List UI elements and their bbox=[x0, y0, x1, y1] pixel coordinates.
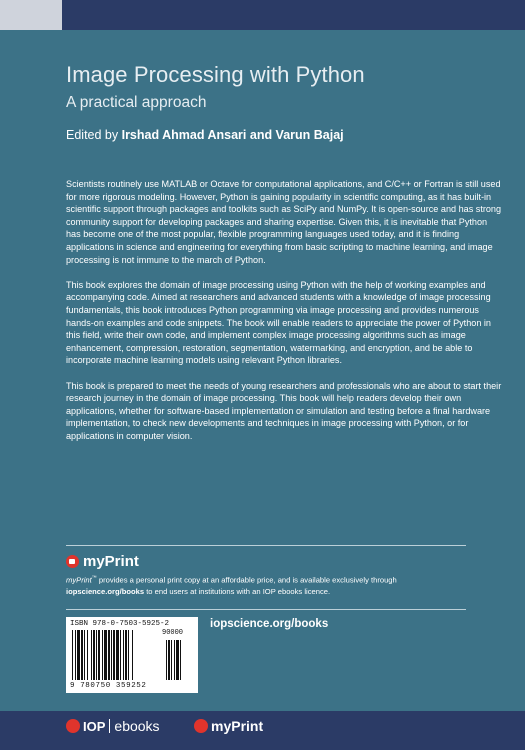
addon-bar bbox=[174, 640, 175, 680]
editors-prefix: Edited by bbox=[66, 128, 122, 142]
barcode-bar bbox=[84, 630, 85, 680]
barcode-bar bbox=[93, 630, 95, 680]
barcode-bar bbox=[102, 630, 103, 680]
barcode-bar bbox=[72, 630, 73, 680]
editors-names: Irshad Ahmad Ansari and Varun Bajaj bbox=[121, 128, 344, 142]
barcode-bar bbox=[91, 630, 92, 680]
myprint-note-text1: provides a personal print copy at an affordable price, and is available exclusively through bbox=[96, 575, 397, 585]
myprint-logo-icon bbox=[66, 555, 79, 568]
barcode-bar bbox=[75, 630, 76, 680]
myprint-logo bbox=[66, 552, 139, 570]
barcode-bar bbox=[132, 630, 133, 680]
barcode-bar bbox=[77, 630, 80, 680]
blurb-paragraph-3: This book is prepared to meet the needs of young researchers and professionals who are about to start their research journey in the domain of image processing. This book will help readers develop their own applications, whether for software-based implementation or simulation and testing before a final hardware implementation, to check new developments and techniques in image processing with Python, or for applications in computer vision. bbox=[66, 380, 502, 441]
barcode-addon: 90000 bbox=[162, 629, 184, 637]
top-band bbox=[0, 0, 525, 30]
iop-logo-icon bbox=[66, 719, 80, 733]
barcode-bar bbox=[87, 630, 88, 680]
barcode-bar bbox=[116, 630, 119, 680]
top-band-notch bbox=[0, 0, 62, 30]
blurb-paragraph-2: This book explores the domain of image processing using Python with the help of working examples and accompanying code. Aimed at researchers and advanced students with a knowledge of image processing fundamentals, this book introduces Python programming via image processing and provides numerous hands-on examples and code snippets. The book will enable readers to appreciate the power of Python in this field, write their own code, and implement complex image processing algorithms such as image enhancement, compression, restoration, segmentation, watermarking, and encryption, and be able to incorporate machine learning models using relevant Python libraries. bbox=[66, 279, 491, 366]
myprint-note-brand: myPrint bbox=[66, 575, 92, 585]
isbn-text bbox=[70, 620, 169, 628]
addon-bar bbox=[171, 640, 172, 680]
myprint-note bbox=[66, 573, 466, 597]
book-title: Image Processing with Python bbox=[66, 62, 365, 87]
myprint-logo-text: myPrint bbox=[83, 552, 139, 570]
myprint-note-link[interactable]: iopscience.org/books bbox=[66, 586, 145, 596]
logo-separator bbox=[109, 719, 110, 733]
myprint-note-text2: to end users at institutions with an IOP ebooks licence. bbox=[144, 586, 331, 596]
barcode-bar bbox=[104, 630, 107, 680]
footer-myprint-text: myPrint bbox=[211, 718, 264, 734]
barcode-bar bbox=[111, 630, 112, 680]
editors-line bbox=[66, 128, 344, 142]
barcode-bar bbox=[96, 630, 97, 680]
isbn-number: ISBN 978-0-7503-5925-2 bbox=[70, 620, 170, 628]
ebooks-logo-text: ebooks bbox=[114, 718, 160, 734]
myprint-note-tm: ™ bbox=[91, 575, 97, 581]
barcode-bar bbox=[81, 630, 83, 680]
barcode-bar bbox=[128, 630, 129, 680]
barcode-bar bbox=[125, 630, 127, 680]
barcode-number: 9 780750 359252 bbox=[70, 682, 147, 690]
addon-bar bbox=[176, 640, 179, 680]
addon-bar bbox=[180, 640, 181, 680]
divider-top bbox=[66, 545, 466, 546]
barcode-bar bbox=[108, 630, 110, 680]
back-cover-blurb bbox=[66, 178, 504, 455]
addon-bar bbox=[166, 640, 167, 680]
barcode-bars bbox=[72, 630, 192, 682]
barcode bbox=[66, 617, 198, 693]
book-subtitle: A practical approach bbox=[66, 94, 207, 111]
addon-bar bbox=[168, 640, 170, 680]
divider-bottom bbox=[66, 609, 466, 610]
barcode-bar bbox=[113, 630, 115, 680]
blurb-paragraph-1: Scientists routinely use MATLAB or Octave for computational applications, and C/C++ or Fortran is still used for more rigorous modeling. However, Python is gaining popularity in scientific computing, as it has built-in scientific support through packages and toolkits such as SciPy and NumPy. It is open-source and has strong community support for developing packages and sharing expertise. Given this, it is inevitable that Python has become one of the most popular, flexible programming languages used today, and it is finding applications in science and engineering for everything from basic scripting to machine learning, and image processing is not immune to the march of Python. bbox=[66, 179, 502, 265]
barcode-bar bbox=[98, 630, 100, 680]
barcode-bar bbox=[123, 630, 124, 680]
footer-myprint-icon bbox=[194, 719, 208, 733]
iop-logo-text: IOP bbox=[83, 718, 106, 734]
footer-myprint-logo bbox=[194, 718, 263, 734]
iop-ebooks-logo bbox=[66, 718, 160, 734]
website-url[interactable]: iopscience.org/books bbox=[210, 618, 329, 630]
barcode-bar bbox=[120, 630, 121, 680]
